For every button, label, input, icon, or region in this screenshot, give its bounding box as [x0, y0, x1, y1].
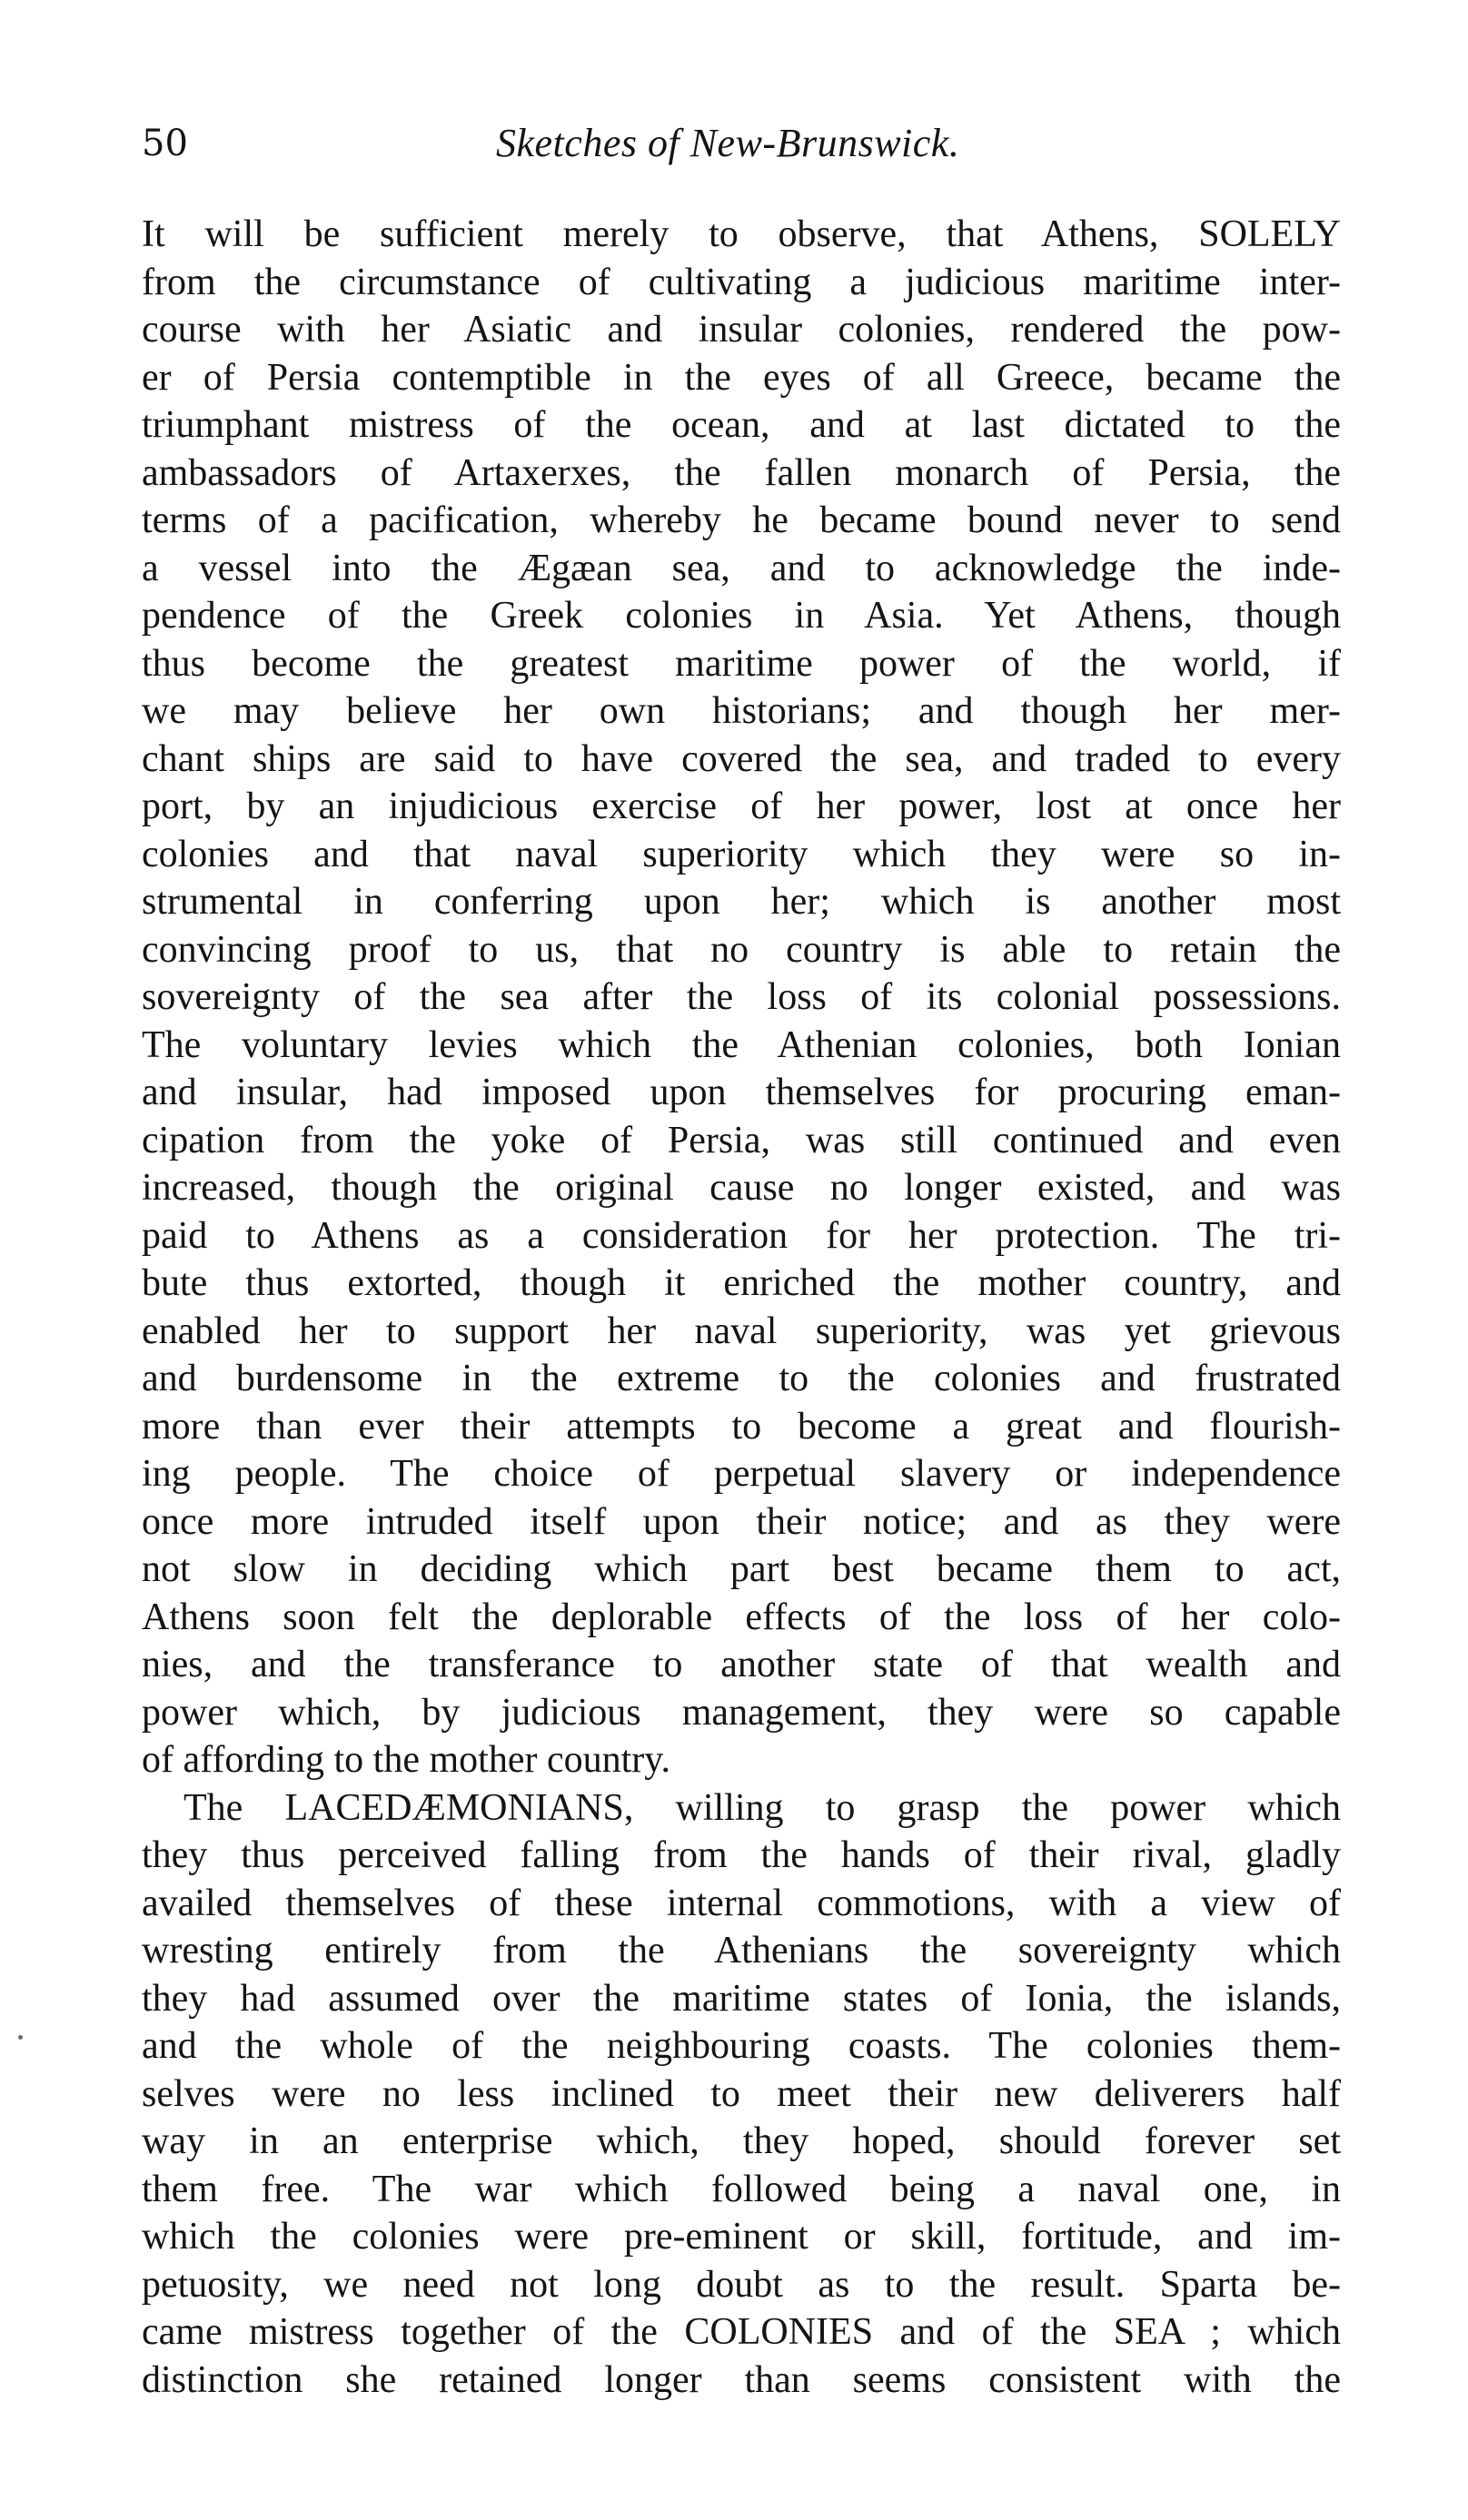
text-line: and the whole of the neighbouring coasts. The colonies them-: [142, 2025, 1341, 2067]
text-line: The LACEDÆMONIANS, willing to grasp the power which: [184, 1786, 1341, 1829]
text-line: pendence of the Greek colonies in Asia. Yet Athens, though: [142, 595, 1341, 637]
text-line: not slow in deciding which part best became them to act,: [142, 1548, 1341, 1590]
text-line: bute thus extorted, though it enriched the mother country, and: [142, 1262, 1341, 1304]
text-line: Athens soon felt the deplorable effects of the loss of her colo-: [142, 1596, 1341, 1638]
text-line: colonies and that naval superiority which they were so in-: [142, 833, 1341, 875]
text-line: a vessel into the Ægæan sea, and to acknowledge the inde-: [142, 547, 1341, 589]
page-number: 50: [142, 123, 188, 164]
text-line: they thus perceived falling from the hands of their rival, gladly: [142, 1834, 1341, 1876]
text-line: It will be sufficient merely to observe, that Athens, SOLELY: [142, 213, 1341, 255]
text-line: power which, by judicious management, they were so capable: [142, 1691, 1341, 1734]
text-line: cipation from the yoke of Persia, was still continued and even: [142, 1119, 1341, 1161]
text-line: port, by an injudicious exercise of her power, lost at once her: [142, 786, 1341, 827]
text-line: wresting entirely from the Athenians the sovereignty which: [142, 1930, 1341, 1972]
text-line: triumphant mistress of the ocean, and at last dictated to the: [142, 404, 1341, 446]
text-line: and insular, had imposed upon themselves for procuring eman-: [142, 1072, 1341, 1113]
body-text: [142, 211, 1341, 2404]
text-line: strumental in conferring upon her; which is another most: [142, 881, 1341, 923]
text-line: The voluntary levies which the Athenian colonies, both Ionian: [142, 1023, 1341, 1066]
running-title: Sketches of New-Brunswick.: [496, 121, 960, 165]
text-line: distinction she retained longer than seems consistent with the: [142, 2358, 1341, 2401]
text-line: more than ever their attempts to become a great and flourish-: [142, 1405, 1341, 1448]
text-line: ambassadors of Artaxerxes, the fallen monarch of Persia, the: [142, 451, 1341, 494]
text-line: selves were no less inclined to meet their new deliverers half: [142, 2072, 1341, 2115]
text-line: availed themselves of these internal commotions, with a view of: [142, 1882, 1341, 1924]
text-line: thus become the greatest maritime power of the world, if: [142, 642, 1341, 685]
text-line: er of Persia contemptible in the eyes of all Greece, became the: [142, 356, 1341, 399]
text-line: increased, though the original cause no longer existed, and was: [142, 1167, 1341, 1209]
text-line: came mistress together of the COLONIES and of the SEA ; which: [142, 2311, 1341, 2353]
paragraph-1: [142, 211, 1341, 1784]
text-line: of affording to the mother country.: [142, 1739, 671, 1781]
text-line: ing people. The choice of perpetual slavery or independence: [142, 1453, 1341, 1495]
text-line: them free. The war which followed being a naval one, in: [142, 2168, 1341, 2210]
text-line: chant ships are said to have covered the sea, and traded to every: [142, 737, 1341, 780]
text-line: once more intruded itself upon their notice; and as they were: [142, 1500, 1341, 1543]
page-header: [142, 116, 1341, 171]
text-line: terms of a pacification, whereby he became bound never to send: [142, 499, 1341, 541]
text-line: sovereignty of the sea after the loss of its colonial possessions.: [142, 976, 1341, 1018]
text-line: enabled her to support her naval superiority, was yet grievous: [142, 1309, 1341, 1352]
text-line: and burdensome in the extreme to the colonies and frustrated: [142, 1358, 1341, 1399]
text-line: they had assumed over the maritime states of Ionia, the islands,: [142, 1977, 1341, 2020]
text-line: way in an enterprise which, they hoped, should forever set: [142, 2120, 1341, 2162]
paragraph-2: [142, 1784, 1341, 2405]
text-line: course with her Asiatic and insular colonies, rendered the pow-: [142, 309, 1341, 351]
text-line: convincing proof to us, that no country is able to retain the: [142, 928, 1341, 971]
text-line: petuosity, we need not long doubt as to the result. Sparta be-: [142, 2263, 1341, 2306]
text-line: nies, and the transferance to another state of that wealth and: [142, 1644, 1341, 1685]
margin-speck: [18, 2035, 23, 2040]
text-line: from the circumstance of cultivating a judicious maritime inter-: [142, 261, 1341, 303]
text-line: we may believe her own historians; and though her mer-: [142, 690, 1341, 732]
text-line: paid to Athens as a consideration for her protection. The tri-: [142, 1214, 1341, 1257]
text-line: which the colonies were pre-eminent or skill, fortitude, and im-: [142, 2216, 1341, 2258]
